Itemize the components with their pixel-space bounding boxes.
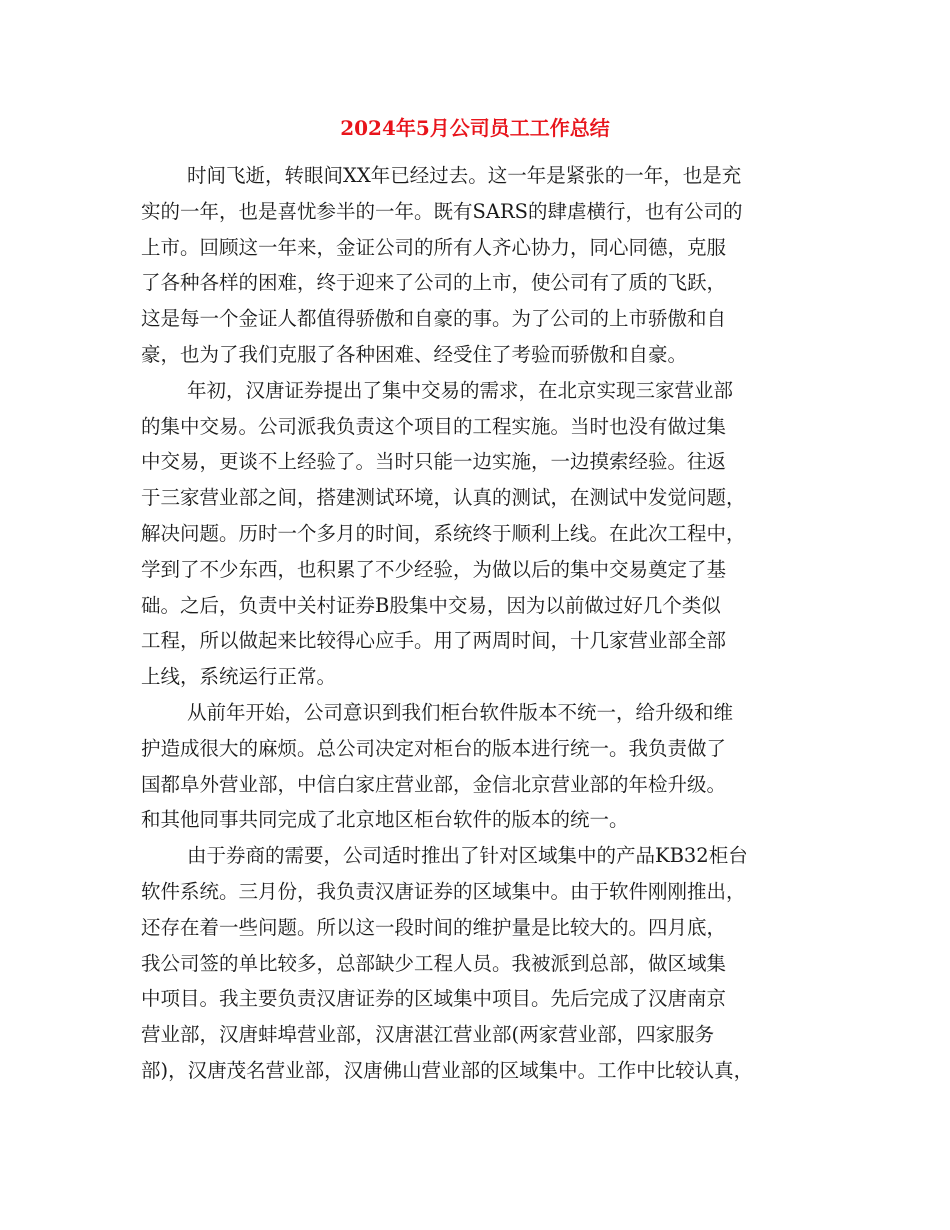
paragraph-4-line-5: 中项目。我主要负责汉唐证券的区域集中项目。先后完成了汉唐南京 [141,987,727,1011]
paragraph-1-line-6: 豪，也为了我们克服了各种困难、经受住了考验而骄傲和自豪。 [141,342,688,366]
document-body [141,158,809,1089]
paragraph-2-line-1: 年初，汉唐证券提出了集中交易的需求，在北京实现三家营业部 [187,378,734,402]
paragraph-2-line-7: 础。之后，负责中关村证券B股集中交易，因为以前做过好几个类似 [141,593,721,617]
paragraph-2-line-6: 学到了不少东西，也积累了不少经验，为做以后的集中交易奠定了基 [141,557,727,581]
paragraph-1-line-3: 上市。回顾这一年来，金证公司的所有人齐心协力，同心同德，克服 [141,235,727,259]
paragraph-3-line-2: 护造成很大的麻烦。总公司决定对柜台的版本进行统一。我负责做了 [141,736,727,760]
paragraph-1-line-4: 了各种各样的困难，终于迎来了公司的上市，使公司有了质的飞跃， [141,271,727,295]
paragraph-4-line-2: 软件系统。三月份，我负责汉唐证券的区域集中。由于软件刚刚推出， [141,879,746,903]
paragraph-1-line-2: 实的一年，也是喜忧参半的一年。既有SARS的肆虐横行，也有公司的 [141,199,743,223]
paragraph-2-line-2: 的集中交易。公司派我负责这个项目的工程实施。当时也没有做过集 [141,414,727,438]
paragraph-2-line-5: 解决问题。历时一个多月的时间，系统终于顺利上线。在此次工程中， [141,521,746,545]
paragraph-1-line-5: 这是每一个金证人都值得骄傲和自豪的事。为了公司的上市骄傲和自 [141,307,727,331]
paragraph-3-line-3: 国都阜外营业部，中信白家庄营业部，金信北京营业部的年检升级。 [141,772,727,796]
paragraph-1-line-1: 时间飞逝，转眼间XX年已经过去。这一年是紧张的一年，也是充 [187,164,742,187]
paragraph-3-line-4: 和其他同事共同完成了北京地区柜台软件的版本的统一。 [141,808,629,832]
document-title: 2024年5月公司员工工作总结 [340,116,610,140]
paragraph-2-line-3: 中交易，更谈不上经验了。当时只能一边实施，一边摸索经验。往返 [141,450,727,474]
paragraph-4-line-4: 我公司签的单比较多，总部缺少工程人员。我被派到总部，做区域集 [141,951,727,975]
paragraph-2-line-9: 上线，系统运行正常。 [141,665,337,689]
paragraph-2-line-4: 于三家营业部之间，搭建测试环境，认真的测试，在测试中发觉问题， [141,486,746,510]
paragraph-4-line-3: 还存在着一些问题。所以这一段时间的维护量是比较大的。四月底， [141,915,727,939]
paragraph-4-line-6: 营业部，汉唐蚌埠营业部，汉唐湛江营业部(两家营业部，四家服务 [141,1023,715,1047]
paragraph-4-line-7: 部)，汉唐茂名营业部，汉唐佛山营业部的区域集中。工作中比较认真， [141,1058,754,1082]
paragraph-2-line-8: 工程，所以做起来比较得心应手。用了两周时间，十几家营业部全部 [141,629,727,653]
paragraph-3-line-1: 从前年开始，公司意识到我们柜台软件版本不统一，给升级和维 [187,700,734,724]
paragraph-4-line-1: 由于券商的需要，公司适时推出了针对区域集中的产品KB32柜台 [187,844,748,868]
